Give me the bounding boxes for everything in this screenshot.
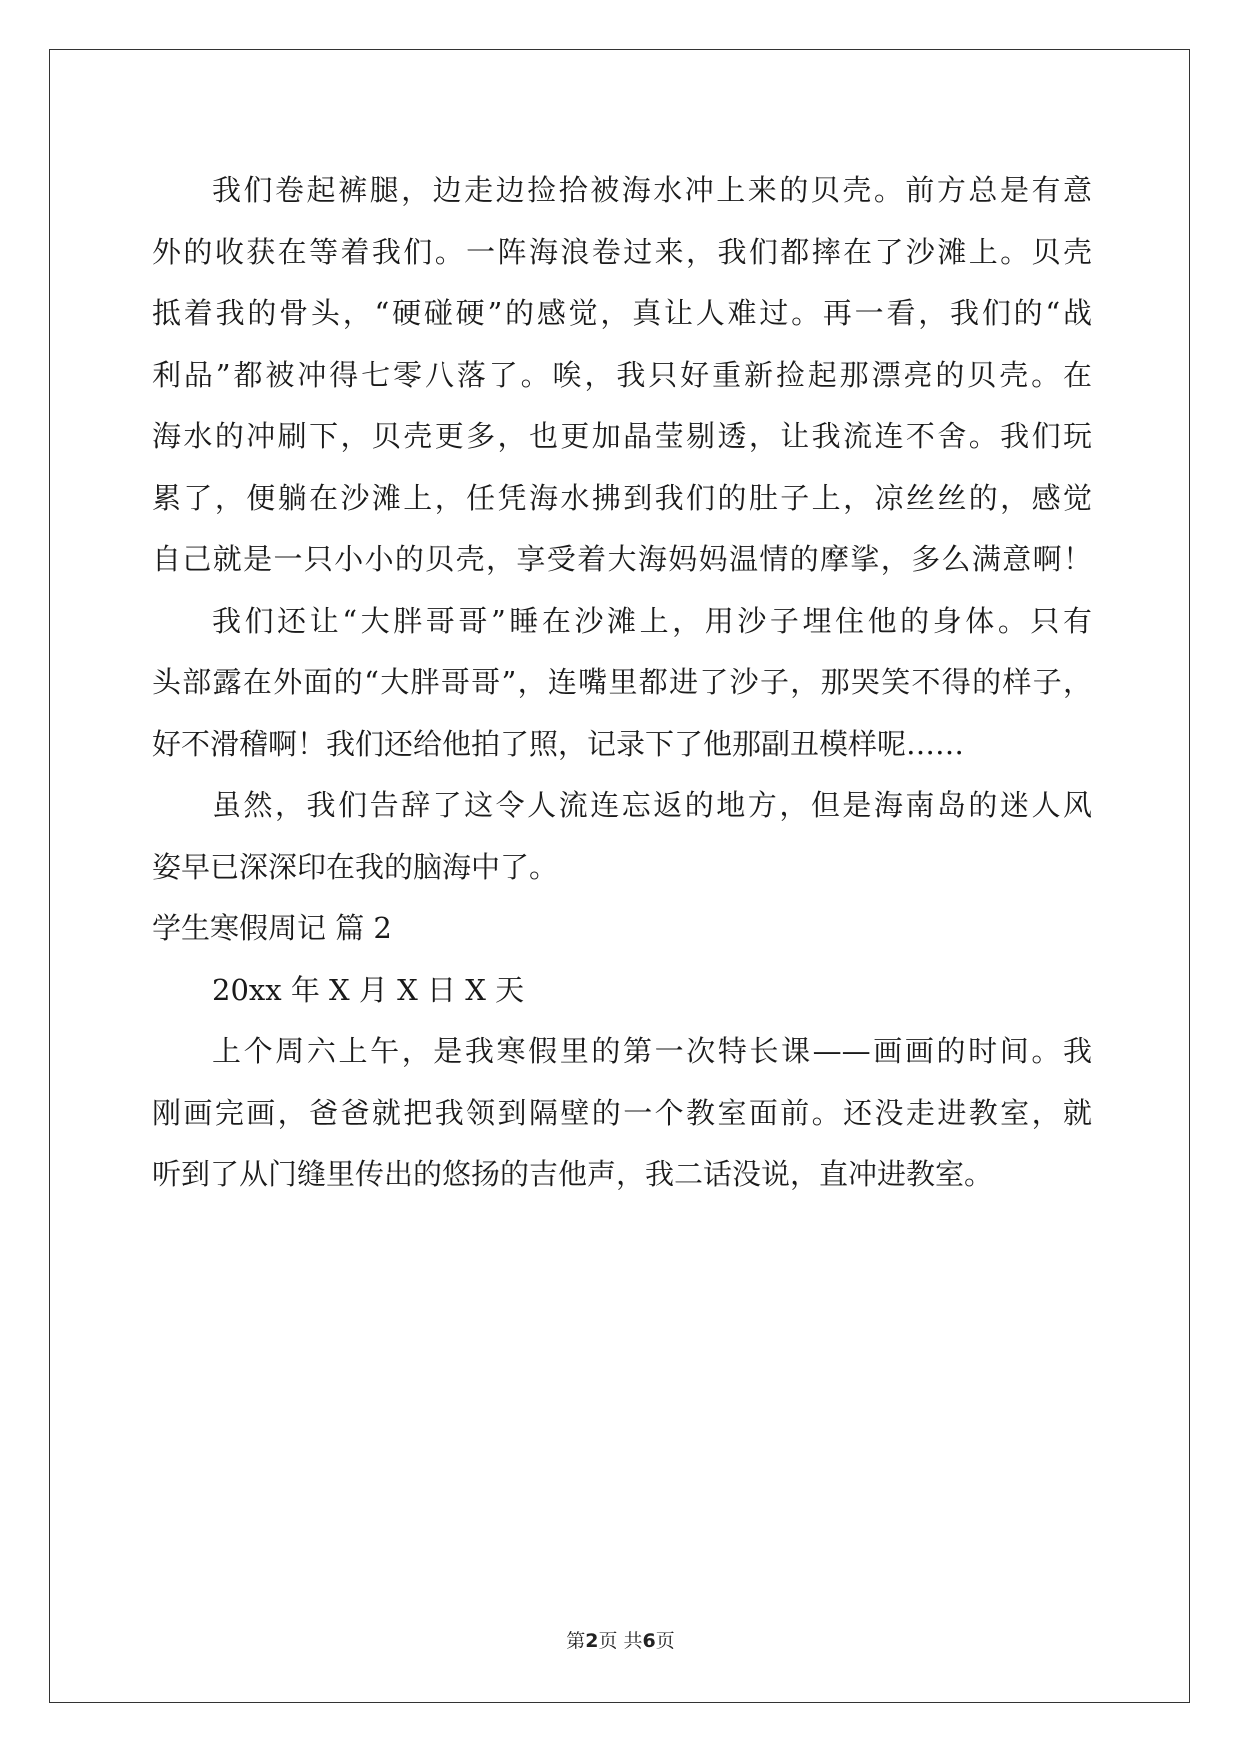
paragraph-3-line-2: 姿早已深深印在我的脑海中了。 [152,849,559,884]
paragraph-4-line-3: 听到了从门缝里传出的悠扬的吉他声，我二话没说，直冲进教室。 [152,1157,994,1191]
document-body [152,160,1092,1206]
paragraph-4-line-2: 刚画完画，爸爸就把我领到隔壁的一个教室面前。还没走进教室，就 [152,1095,1092,1130]
paragraph-4-line-1: 上个周六上午，是我寒假里的第一次特长课——画画的时间。我 [212,1034,1092,1068]
paragraph-1-line-3: 抵着我的骨头，“硬碰硬”的感觉，真让人难过。再一看，我们的“战 [152,296,1092,330]
paragraph-1-line-2: 外的收获在等着我们。一阵海浪卷过来，我们都摔在了沙滩上。贝壳 [152,234,1092,269]
footer-prefix: 第 [566,1630,586,1652]
paragraph-1-line-7: 自己就是一只小小的贝壳，享受着大海妈妈温情的摩挲，多么满意啊！ [152,542,1092,576]
section-heading: 学生寒假周记 篇 2 [152,911,392,945]
footer-mid: 页 共 [598,1630,643,1652]
paragraph-2-line-2: 头部露在外面的“大胖哥哥”，连嘴里都进了沙子，那哭笑不得的样子， [152,665,1092,699]
paragraph-2-line-1: 我们还让“大胖哥哥”睡在沙滩上，用沙子埋住他的身体。只有 [212,603,1092,638]
footer-total-pages: 6 [642,1630,656,1652]
footer-page-number: 2 [585,1630,599,1652]
page-footer [0,1626,1241,1653]
paragraph-3-line-1: 虽然，我们告辞了这令人流连忘返的地方，但是海南岛的迷人风 [212,788,1092,822]
date-line: 20xx 年 X 月 X 日 X 天 [212,972,525,1007]
paragraph-1-line-5: 海水的冲刷下，贝壳更多，也更加晶莹剔透，让我流连不舍。我们玩 [152,419,1092,453]
paragraph-2-line-3: 好不滑稽啊！我们还给他拍了照，记录下了他那副丑模样呢…… [152,726,965,761]
paragraph-1-line-1: 我们卷起裤腿，边走边捡拾被海水冲上来的贝壳。前方总是有意 [212,173,1092,207]
paragraph-1-line-4: 利品”都被冲得七零八落了。唉，我只好重新捡起那漂亮的贝壳。在 [152,357,1092,392]
paragraph-1-line-6: 累了，便躺在沙滩上，任凭海水拂到我们的肚子上，凉丝丝的，感觉 [152,480,1092,515]
footer-suffix: 页 [655,1630,675,1652]
